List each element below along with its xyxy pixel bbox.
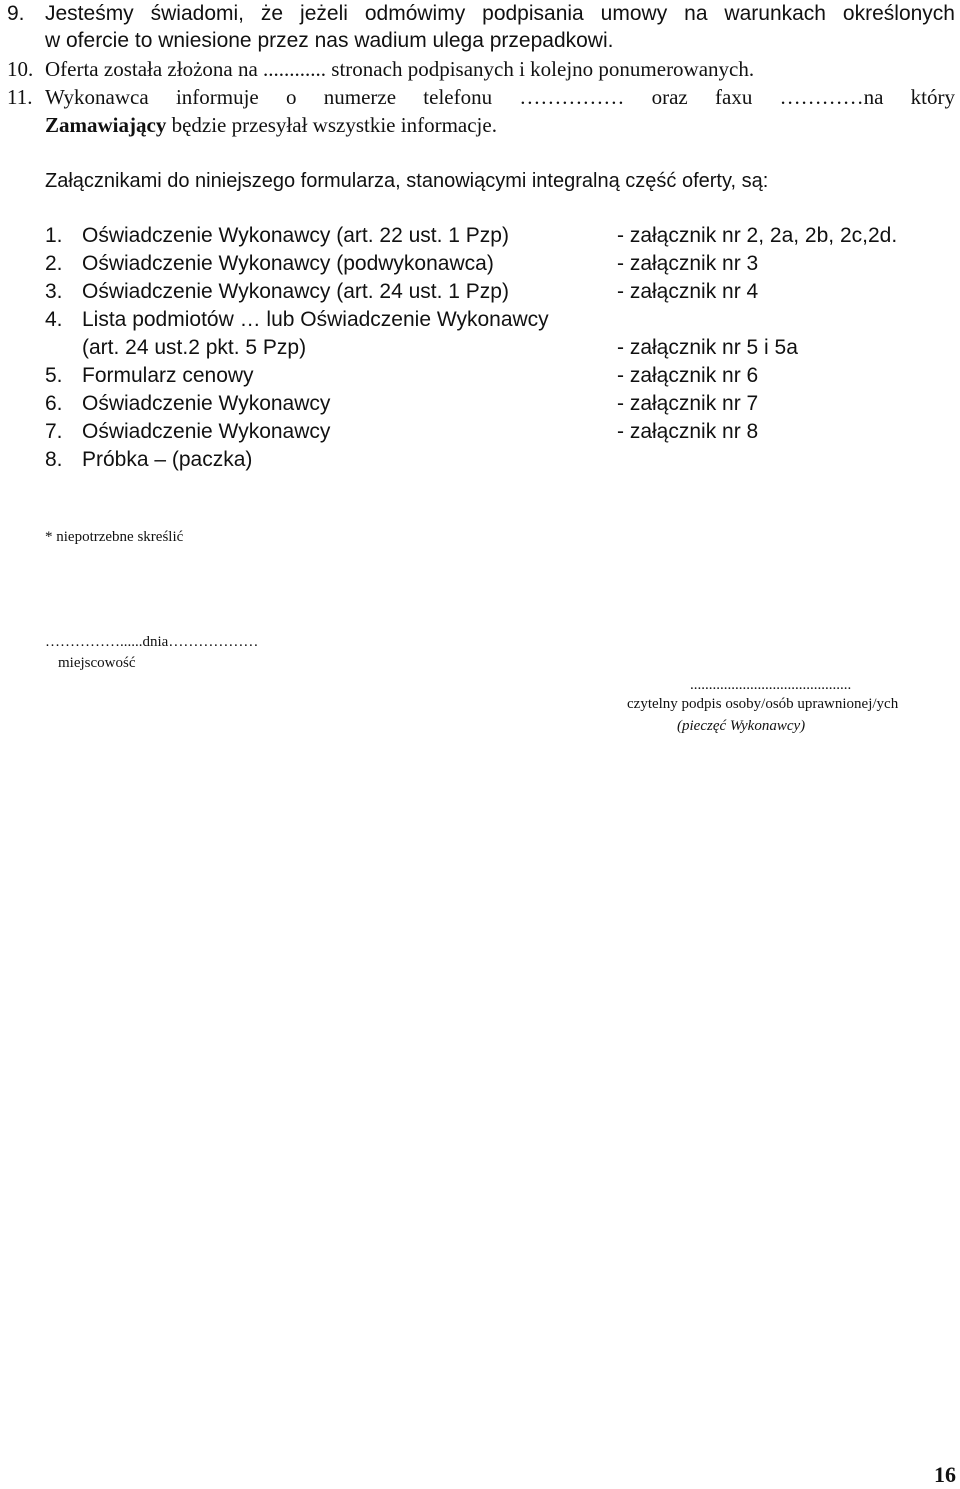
attachment-title: Oświadczenie Wykonawcy (art. 24 ust. 1 Pzp) (82, 280, 509, 303)
attachment-reference: - załącznik nr 6 (617, 364, 759, 387)
attachment-title: Formularz cenowy (82, 364, 254, 387)
signature-label: czytelny podpis osoby/osób uprawnionej/ych (627, 696, 899, 712)
point-10-text: Oferta została złożona na ............ stronach podpisanych i kolejno ponumerowanych. (45, 57, 755, 81)
signature-dots: ........................................... (690, 677, 852, 693)
attachment-reference: - załącznik nr 7 (617, 392, 759, 415)
attachment-reference: - załącznik nr 2, 2a, 2b, 2c,2d. (617, 224, 898, 247)
attachment-row-1 (0, 223, 960, 249)
attachment-row-7 (0, 419, 960, 445)
point-9-line-2: w ofercie to wniesione przez nas wadium ulega przepadkowi. (45, 29, 614, 52)
attachment-title: Oświadczenie Wykonawcy (82, 392, 331, 415)
point-9-line-1: Jesteśmy świadomi, że jeżeli odmówimy podpisania umowy na warunkach określonych (45, 2, 955, 25)
place-date-dots: ……………......dnia……………… (45, 634, 259, 650)
attachments-intro: Załącznikami do niniejszego formularza, stanowiącymi integralną część oferty, są: (45, 170, 769, 192)
attachment-row-8 (0, 447, 960, 473)
attachment-number: 8. (45, 448, 63, 471)
attachment-row-6 (0, 391, 960, 417)
attachment-row-4-continued (0, 335, 960, 361)
attachment-reference: - załącznik nr 4 (617, 280, 759, 303)
point-10-number: 10. (7, 57, 34, 81)
attachment-number: 2. (45, 252, 63, 275)
point-11-line-2 (45, 112, 497, 138)
footnote: * niepotrzebne skreślić (45, 529, 184, 545)
attachment-row-4 (0, 307, 960, 333)
attachment-row-5 (0, 363, 960, 389)
point-11-line-2-rest: będzie przesyłał wszystkie informacje. (166, 113, 497, 137)
attachment-row-3 (0, 279, 960, 305)
point-11-number: 11. (7, 85, 33, 109)
attachment-title: Próbka – (paczka) (82, 448, 253, 471)
point-11-bold-word: Zamawiający (45, 113, 167, 137)
attachment-title: Oświadczenie Wykonawcy (podwykonawca) (82, 252, 494, 275)
attachment-number: 5. (45, 364, 63, 387)
place-label: miejscowość (58, 655, 136, 671)
attachment-reference: - załącznik nr 8 (617, 420, 759, 443)
attachment-title-continued: (art. 24 ust.2 pkt. 5 Pzp) (82, 336, 307, 359)
attachment-number: 6. (45, 392, 63, 415)
attachment-number: 4. (45, 308, 63, 331)
attachment-number: 1. (45, 224, 63, 247)
point-11-line-1: Wykonawca informuje o numerze telefonu …………… oraz faxu …………na który (45, 85, 955, 109)
attachment-reference: - załącznik nr 3 (617, 252, 759, 275)
attachment-title: Oświadczenie Wykonawcy (82, 420, 331, 443)
attachment-reference: - załącznik nr 5 i 5a (617, 336, 798, 359)
attachment-row-2 (0, 251, 960, 277)
attachment-number: 7. (45, 420, 63, 443)
stamp-label: (pieczęć Wykonawcy) (677, 718, 806, 734)
attachment-title: Oświadczenie Wykonawcy (art. 22 ust. 1 Pzp) (82, 224, 509, 247)
attachment-number: 3. (45, 280, 63, 303)
point-9-number: 9. (7, 2, 25, 25)
page-number: 16 (934, 1462, 956, 1487)
attachment-title: Lista podmiotów … lub Oświadczenie Wykonawcy (82, 308, 549, 331)
